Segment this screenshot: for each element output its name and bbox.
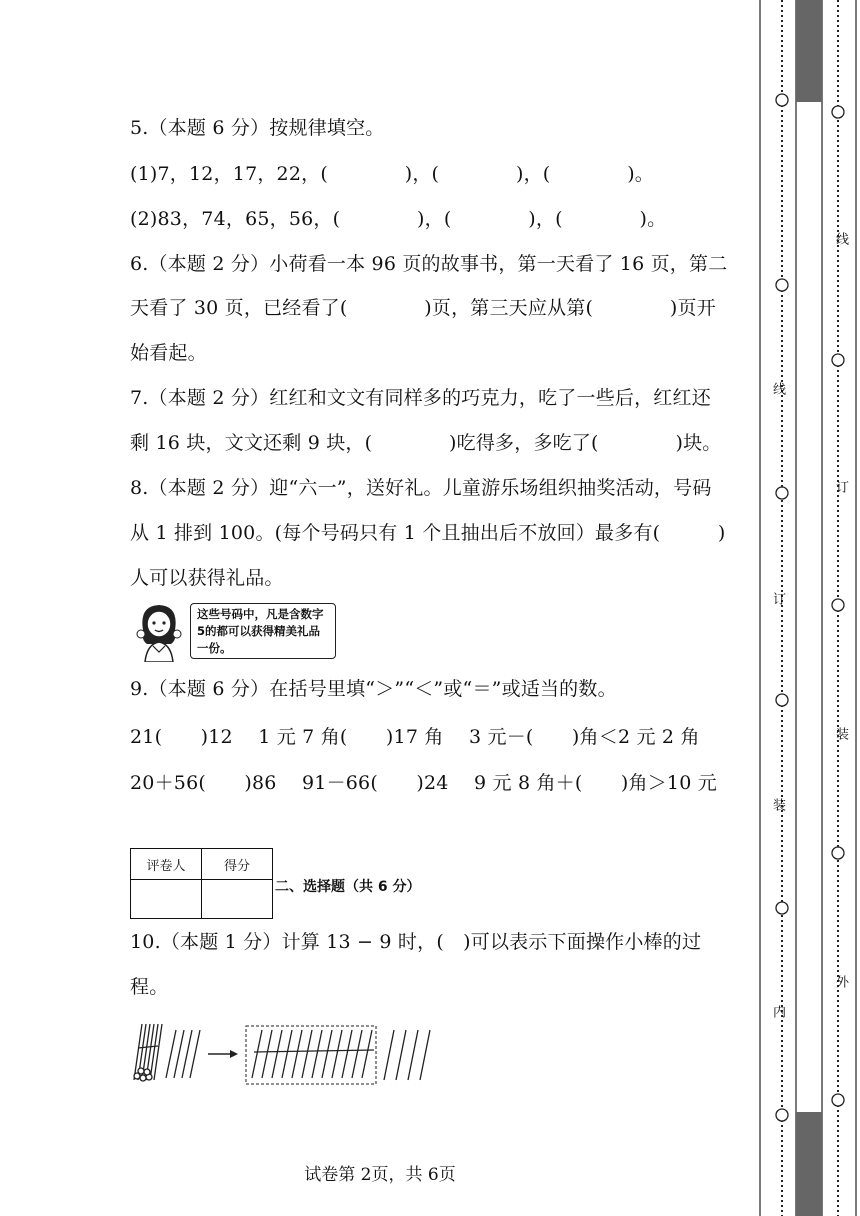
score-cell[interactable] — [202, 880, 273, 919]
page-footer: 试卷第 2页，共 6页 — [304, 1165, 456, 1185]
margin-outer-label: 线 — [833, 232, 848, 245]
binding-margin — [756, 0, 860, 1216]
score-header: 得分 — [202, 849, 273, 880]
reviewer-header: 评卷人 — [131, 849, 202, 880]
q10-line1: 10.（本题 1 分）计算 13 − 9 时，( )可以表示下面操作小棒的过 — [130, 931, 702, 953]
girl-illustration — [133, 600, 191, 662]
q6-line2: 天看了 30 页，已经看了( )页，第三天应从第( )页开 — [130, 297, 716, 319]
q10-line2: 程。 — [130, 976, 169, 998]
q6-line3: 始看起。 — [130, 342, 207, 364]
q9-row2: 20＋56( )86 91－66( )24 9 元 8 角＋( )角＞10 元 — [130, 772, 717, 794]
q9-title: 9.（本题 6 分）在括号里填“＞”“＜”或“＝”或适当的数。 — [130, 678, 617, 700]
margin-inner-label: 订 — [770, 592, 785, 605]
margin-inner-label: 装 — [770, 798, 785, 811]
margin-outer-label: 装 — [833, 727, 848, 740]
grade-table — [130, 848, 273, 919]
margin-inner-label: 线 — [770, 382, 785, 395]
sticks-diagram — [128, 1018, 438, 1088]
q8-line1: 8.（本题 2 分）迎“六一”，送好礼。儿童游乐场组织抽奖活动，号码 — [130, 477, 712, 499]
margin-inner-label: 内 — [770, 1005, 785, 1018]
q9-row1: 21( )12 1 元 7 角( )17 角 3 元－( )角＜2 元 2 角 — [130, 726, 700, 748]
q5-part2: (2)83，74，65，56，( )，( )，( )。 — [130, 208, 667, 230]
q8-line2: 从 1 排到 100。(每个号码只有 1 个且抽出后不放回）最多有( ) — [130, 522, 726, 544]
speech-bubble: 这些号码中，凡是含数字5的都可以获得精美礼品一份。 — [190, 603, 336, 659]
margin-outer-label: 订 — [833, 480, 848, 493]
q6-line1: 6.（本题 2 分）小荷看一本 96 页的故事书，第一天看了 16 页，第二 — [130, 253, 728, 275]
section-title: 二、选择题（共 6 分） — [275, 879, 421, 895]
reviewer-cell[interactable] — [131, 880, 202, 919]
q7-line2: 剩 16 块，文文还剩 9 块，( )吃得多，多吃了( )块。 — [130, 432, 722, 454]
q5-title: 5.（本题 6 分）按规律填空。 — [130, 117, 385, 139]
q5-part1: (1)7，12，17，22，( )，( )，( )。 — [130, 163, 655, 185]
margin-outer-label: 外 — [833, 975, 848, 988]
q8-line3: 人可以获得礼品。 — [130, 567, 284, 589]
q7-line1: 7.（本题 2 分）红红和文文有同样多的巧克力，吃了一些后，红红还 — [130, 387, 711, 409]
